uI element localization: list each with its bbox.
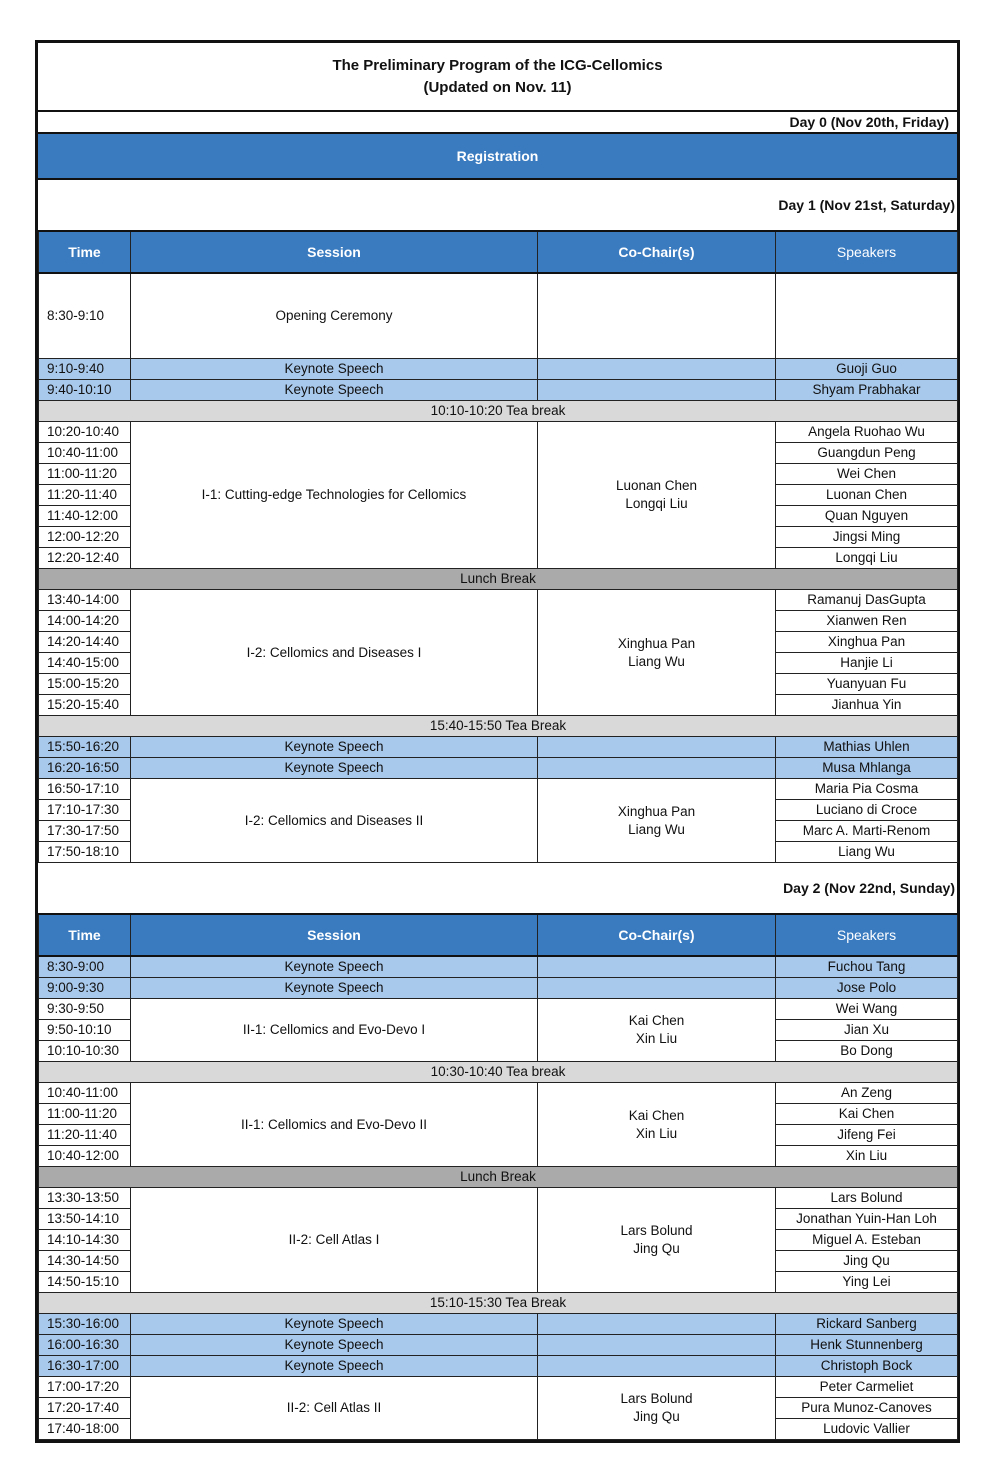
speaker-cell: Ying Lei xyxy=(776,1272,958,1293)
break-row xyxy=(39,716,958,737)
speaker-cell: Luciano di Croce xyxy=(776,800,958,821)
table-row xyxy=(39,1356,958,1377)
session-cell: Keynote Speech xyxy=(131,359,538,380)
cochair-name: Luonan Chen xyxy=(615,478,698,493)
time-cell: 13:50-14:10 xyxy=(39,1209,131,1230)
table-header xyxy=(39,231,958,273)
time-cell: 11:20-11:40 xyxy=(39,1125,131,1146)
session-cell: Keynote Speech xyxy=(131,956,538,978)
break-row xyxy=(39,1167,958,1188)
time-cell: 10:40-12:00 xyxy=(39,1146,131,1167)
time-cell: 16:00-16:30 xyxy=(39,1335,131,1356)
break-label: 15:10-15:30 Tea Break xyxy=(39,1293,958,1314)
table-row xyxy=(39,978,958,999)
header-time: Time xyxy=(39,231,131,273)
speaker-cell: Longqi Liu xyxy=(776,548,958,569)
header-speakers: Speakers xyxy=(776,231,958,273)
time-cell: 13:40-14:00 xyxy=(39,590,131,611)
time-cell: 10:10-10:30 xyxy=(39,1041,131,1062)
speaker-cell: Guoji Guo xyxy=(776,359,958,380)
speaker-cell: Wei Wang xyxy=(776,999,958,1020)
time-cell: 15:20-15:40 xyxy=(39,695,131,716)
time-cell: 15:50-16:20 xyxy=(39,737,131,758)
time-cell: 10:20-10:40 xyxy=(39,422,131,443)
cochair-name: Lars Bolund xyxy=(620,1223,693,1238)
speaker-cell: Xinghua Pan xyxy=(776,632,958,653)
header-session: Session xyxy=(131,914,538,956)
session-cell: Keynote Speech xyxy=(131,978,538,999)
table-header xyxy=(39,914,958,956)
cochair-cell xyxy=(538,422,776,569)
program-sheet xyxy=(35,40,960,1443)
speaker-cell: Christoph Bock xyxy=(776,1356,958,1377)
time-cell: 8:30-9:10 xyxy=(39,273,131,359)
break-row xyxy=(39,1062,958,1083)
cochair-cell xyxy=(538,978,776,999)
table-row xyxy=(39,1314,958,1335)
time-cell: 14:00-14:20 xyxy=(39,611,131,632)
table-row xyxy=(39,999,958,1020)
speaker-cell: Jing Qu xyxy=(776,1251,958,1272)
speaker-cell: Marc A. Marti-Renom xyxy=(776,821,958,842)
speaker-cell: Xianwen Ren xyxy=(776,611,958,632)
time-cell: 17:00-17:20 xyxy=(39,1377,131,1398)
speaker-cell: Bo Dong xyxy=(776,1041,958,1062)
header-speakers: Speakers xyxy=(776,914,958,956)
cochair-cell xyxy=(538,380,776,401)
session-cell: Keynote Speech xyxy=(131,1335,538,1356)
time-cell: 11:00-11:20 xyxy=(39,1104,131,1125)
cochair-name: Jing Qu xyxy=(633,1241,680,1256)
speaker-cell: Maria Pia Cosma xyxy=(776,779,958,800)
cochair-cell xyxy=(538,956,776,978)
header-cochairs: Co-Chair(s) xyxy=(538,231,776,273)
time-cell: 8:30-9:00 xyxy=(39,956,131,978)
cochair-name: Liang Wu xyxy=(628,653,685,669)
table-row xyxy=(39,1335,958,1356)
table-row xyxy=(39,779,958,800)
break-label: Lunch Break xyxy=(39,569,958,590)
break-label: 15:40-15:50 Tea Break xyxy=(39,716,958,737)
session-cell: Keynote Speech xyxy=(131,1356,538,1377)
speaker-cell: Angela Ruohao Wu xyxy=(776,422,958,443)
cochair-cell xyxy=(538,1377,776,1440)
cochair-cell xyxy=(538,273,776,359)
session-cell: I-2: Cellomics and Diseases II xyxy=(131,779,538,863)
table-row xyxy=(39,590,958,611)
break-row xyxy=(39,1293,958,1314)
speaker-cell: An Zeng xyxy=(776,1083,958,1104)
speaker-cell: Rickard Sanberg xyxy=(776,1314,958,1335)
cochair-cell xyxy=(538,1356,776,1377)
break-row xyxy=(39,401,958,422)
time-cell: 12:20-12:40 xyxy=(39,548,131,569)
day1-schedule-table xyxy=(38,230,958,863)
header-cochairs: Co-Chair(s) xyxy=(538,914,776,956)
speaker-cell: Luonan Chen xyxy=(776,485,958,506)
day0-heading: Day 0 (Nov 20th, Friday) xyxy=(38,112,957,134)
time-cell: 9:50-10:10 xyxy=(39,1020,131,1041)
time-cell: 11:00-11:20 xyxy=(39,464,131,485)
cochair-name: Xin Liu xyxy=(635,1125,678,1141)
time-cell: 15:00-15:20 xyxy=(39,674,131,695)
time-cell: 14:10-14:30 xyxy=(39,1230,131,1251)
title-line-1: The Preliminary Program of the ICG-Cellomics xyxy=(332,56,663,74)
time-cell: 14:30-14:50 xyxy=(39,1251,131,1272)
cochair-name: Kai Chen xyxy=(628,1013,685,1028)
table-row xyxy=(39,422,958,443)
speaker-cell: Musa Mhlanga xyxy=(776,758,958,779)
time-cell: 17:10-17:30 xyxy=(39,800,131,821)
cochair-cell xyxy=(538,999,776,1062)
time-cell: 11:40-12:00 xyxy=(39,506,131,527)
session-cell: II-1: Cellomics and Evo-Devo II xyxy=(131,1083,538,1167)
table-row xyxy=(39,956,958,978)
speaker-cell: Liang Wu xyxy=(776,842,958,863)
cochair-cell xyxy=(538,590,776,716)
speaker-cell: Henk Stunnenberg xyxy=(776,1335,958,1356)
table-row xyxy=(39,359,958,380)
session-cell: II-2: Cell Atlas II xyxy=(131,1377,538,1440)
time-cell: 17:30-17:50 xyxy=(39,821,131,842)
session-cell: Keynote Speech xyxy=(131,758,538,779)
time-cell: 11:20-11:40 xyxy=(39,485,131,506)
session-cell: Keynote Speech xyxy=(131,380,538,401)
cochair-cell xyxy=(538,1335,776,1356)
speaker-cell: Guangdun Peng xyxy=(776,443,958,464)
cochair-cell xyxy=(538,1083,776,1167)
speaker-cell: Jian Xu xyxy=(776,1020,958,1041)
time-cell: 10:40-11:00 xyxy=(39,1083,131,1104)
speaker-cell: Jingsi Ming xyxy=(776,527,958,548)
speaker-cell: Pura Munoz-Canoves xyxy=(776,1398,958,1419)
time-cell: 14:50-15:10 xyxy=(39,1272,131,1293)
time-cell: 9:40-10:10 xyxy=(39,380,131,401)
table-row xyxy=(39,1377,958,1398)
break-label: Lunch Break xyxy=(39,1167,958,1188)
time-cell: 16:50-17:10 xyxy=(39,779,131,800)
speaker-cell xyxy=(776,273,958,359)
header-session: Session xyxy=(131,231,538,273)
program-title xyxy=(38,43,957,112)
time-cell: 12:00-12:20 xyxy=(39,527,131,548)
cochair-name: Liang Wu xyxy=(628,821,685,837)
speaker-cell: Jianhua Yin xyxy=(776,695,958,716)
speaker-cell: Jonathan Yuin-Han Loh xyxy=(776,1209,958,1230)
speaker-cell: Ramanuj DasGupta xyxy=(776,590,958,611)
time-cell: 9:00-9:30 xyxy=(39,978,131,999)
session-cell: Keynote Speech xyxy=(131,1314,538,1335)
cochair-name: Xin Liu xyxy=(635,1031,678,1046)
time-cell: 14:20-14:40 xyxy=(39,632,131,653)
cochair-cell xyxy=(538,758,776,779)
table-row xyxy=(39,737,958,758)
time-cell: 9:10-9:40 xyxy=(39,359,131,380)
speaker-cell: Lars Bolund xyxy=(776,1188,958,1209)
speaker-cell: Xin Liu xyxy=(776,1146,958,1167)
session-cell: II-2: Cell Atlas I xyxy=(131,1188,538,1293)
session-cell: II-1: Cellomics and Evo-Devo I xyxy=(131,999,538,1062)
speaker-cell: Fuchou Tang xyxy=(776,956,958,978)
header-time: Time xyxy=(39,914,131,956)
speaker-cell: Miguel A. Esteban xyxy=(776,1230,958,1251)
registration-bar: Registration xyxy=(38,134,957,180)
speaker-cell: Wei Chen xyxy=(776,464,958,485)
speaker-cell: Yuanyuan Fu xyxy=(776,674,958,695)
cochair-name: Longqi Liu xyxy=(625,496,688,511)
break-label: 10:30-10:40 Tea break xyxy=(39,1062,958,1083)
cochair-cell xyxy=(538,737,776,758)
cochair-cell xyxy=(538,1188,776,1293)
speaker-cell: Quan Nguyen xyxy=(776,506,958,527)
speaker-cell: Kai Chen xyxy=(776,1104,958,1125)
day2-heading: Day 2 (Nov 22nd, Sunday) xyxy=(783,880,955,896)
table-row xyxy=(39,1083,958,1104)
day1-heading: Day 1 (Nov 21st, Saturday) xyxy=(778,197,955,213)
title-line-2: (Updated on Nov. 11) xyxy=(423,78,572,96)
time-cell: 17:20-17:40 xyxy=(39,1398,131,1419)
cochair-name: Jing Qu xyxy=(633,1409,680,1424)
speaker-cell: Peter Carmeliet xyxy=(776,1377,958,1398)
time-cell: 17:50-18:10 xyxy=(39,842,131,863)
session-cell: Keynote Speech xyxy=(131,737,538,758)
table-row xyxy=(39,273,958,359)
time-cell: 10:40-11:00 xyxy=(39,443,131,464)
cochair-name: Kai Chen xyxy=(628,1107,685,1123)
day2-schedule-table xyxy=(38,913,958,1440)
time-cell: 13:30-13:50 xyxy=(39,1188,131,1209)
speaker-cell: Shyam Prabhakar xyxy=(776,380,958,401)
cochair-name: Xinghua Pan xyxy=(617,803,696,819)
speaker-cell: Hanjie Li xyxy=(776,653,958,674)
cochair-name: Lars Bolund xyxy=(620,1391,693,1406)
table-row xyxy=(39,1188,958,1209)
time-cell: 14:40-15:00 xyxy=(39,653,131,674)
speaker-cell: Jose Polo xyxy=(776,978,958,999)
cochair-cell xyxy=(538,359,776,380)
session-cell: I-2: Cellomics and Diseases I xyxy=(131,590,538,716)
session-cell: I-1: Cutting-edge Technologies for Cellomics xyxy=(131,422,538,569)
time-cell: 9:30-9:50 xyxy=(39,999,131,1020)
speaker-cell: Ludovic Vallier xyxy=(776,1419,958,1440)
table-row xyxy=(39,380,958,401)
cochair-cell xyxy=(538,779,776,863)
time-cell: 16:30-17:00 xyxy=(39,1356,131,1377)
time-cell: 16:20-16:50 xyxy=(39,758,131,779)
cochair-name: Xinghua Pan xyxy=(617,635,696,651)
break-row xyxy=(39,569,958,590)
session-cell: Opening Ceremony xyxy=(131,273,538,359)
speaker-cell: Mathias Uhlen xyxy=(776,737,958,758)
speaker-cell: Jifeng Fei xyxy=(776,1125,958,1146)
break-label: 10:10-10:20 Tea break xyxy=(39,401,958,422)
time-cell: 15:30-16:00 xyxy=(39,1314,131,1335)
time-cell: 17:40-18:00 xyxy=(39,1419,131,1440)
table-row xyxy=(39,758,958,779)
cochair-cell xyxy=(538,1314,776,1335)
